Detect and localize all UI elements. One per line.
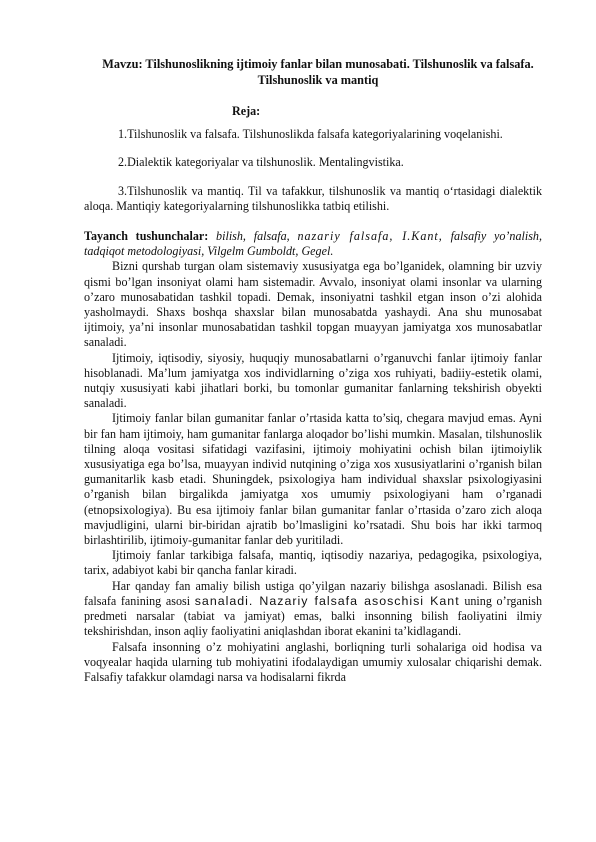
body-paragraph	[84, 579, 542, 640]
keywords-list-part: falsafiy yo’nalish, tadqiqot metodologiyasi, Vilgelm Gumboldt, Gegel.	[84, 229, 543, 259]
body-text-run-sans: sanaladi. Nazariy falsafa asoschisi Kant	[194, 593, 460, 608]
body-paragraph: Falsafa insonning o’z mohiyatini anglashi, borliqning turli sohalariga oid hodisa va voqyealar haqida ularning tub mohiyatini ifodalaydigan umumiy xulosalar chiqarishi demak. Falsafiy tafakkur olamdagi narsa va hodisalarni fikrda	[84, 639, 542, 684]
plan-item: 1.Tilshunoslik va falsafa. Tilshunoslikda falsafa kategoriyalarining voqelanishi.	[118, 127, 503, 142]
keywords-label: Tayanch tushunchalar:	[84, 229, 209, 244]
document-page	[84, 56, 542, 685]
body-paragraph: Ijtimoiy, iqtisodiy, siyosiy, huquqiy munosabatlarni o’rganuvchi fanlar ijtimoiy fanlar hisoblanadi. Ma’lum jamiyatga xos individlarning o’ziga xos ruhiyati, badiiy-estetik olami, nutqiy xususiyati kabi jihatlari borki, bu tomonlar gumanitar fanlarning tekshirish obyekti sanaladi.	[84, 350, 542, 411]
keywords-paragraph	[84, 229, 542, 259]
body-paragraph: Ijtimoiy fanlar tarkibiga falsafa, mantiq, iqtisodiy nazariya, pedagogika, psixologiya, tarix, adabiyot kabi bir qancha fanlar kiradi.	[84, 548, 542, 578]
plan-item: 3.Tilshunoslik va mantiq. Til va tafakkur, tilshunoslik va mantiq o‘rtasidagi dialektik aloqa. Mantiqiy kategoriyalarning tilshunoslikka tatbiq etilishi.	[84, 183, 542, 213]
keywords-list-spaced: nazariy falsafa, I.Kant,	[297, 229, 443, 244]
body-text-run: uning o’rganish predmeti narsalar (tabiat va jamiyat) emas, balki insonning bilish faoliyatini ilmiy tekshirishdan, inson aqliy faoliyatini aniqlashdan iborat ekanini ta’kidlagandi.	[84, 593, 543, 639]
keywords-list-part: bilish, falsafa,	[208, 229, 298, 244]
plan-item: 2.Dialektik kategoriyalar va tilshunoslik. Mentalingvistika.	[118, 155, 404, 170]
body-text-run: Har qanday fan amaliy bilish ustiga qo’yilgan nazariy bilishga asoslanadi. Bilish esa falsafa fanining asosi	[84, 578, 542, 608]
body-paragraph: Bizni qurshab turgan olam sistemaviy xususiyatga ega bo’lganidek, olamning bir uzviy qismi bo’lgan insoniyat olami ham sistemadir. Avvalo, insoniyat olami insonlar va ularning o’zaro munosabatidan tashkil topadi. Demak, insoniyatni tashkil etgan inson o’zi alohida yasholmaydi. Shaxs boshqa shaxslar bilan munosabatda yashaydi. Ana shu munosabat ijtimoiy, ya’ni insonlar munosabatidan tashkil topgan muayyan jamiyatga xos munosabatlar sanaladi.	[84, 259, 542, 350]
body-text	[84, 259, 542, 685]
document-title: Mavzu: Tilshunoslikning ijtimoiy fanlar bilan munosabati. Tilshunoslik va falsafa. Tilshunoslik va mantiq	[102, 57, 534, 87]
body-paragraph: Ijtimoiy fanlar bilan gumanitar fanlar o’rtasida katta to’siq, chegara mavjud emas. Ayni bir fan ham ijtimoiy, ham gumanitar fanlarga aloqador bo’lishi mumkin. Masalan, tilshunoslik tilning aloqa vositasi sifatidagi vazifasini, ijtimoiy mohiyatini ochish bilan ijtimoiylik xususiyatiga ega bo’lsa, muayyan individ nutqining o’ziga xos xususiyatlarini o’rganish bilan gumanitarlik kasb etadi. Shuningdek, psixologiya ham individual shaxslar psixologiyasini o’rganish bilan birgalikda jamiyatga xos umumiy psixologiyani ham o’rganadi (etnopsixologiya). Bu esa ijtimoiy fanlar bilan gumanitar fanlar o’rtasida o’zaro zich aloqa mavjudligini, ularni bir-biridan ajratib bo’lmasligini ko’rsatadi. Shu bois har ikki tarmoq birlashtirilib, ijtimoiy-gumanitar fanlar deb yuritiladi.	[84, 411, 542, 548]
plan-heading: Reja:	[232, 104, 261, 118]
plan-list	[84, 127, 542, 214]
